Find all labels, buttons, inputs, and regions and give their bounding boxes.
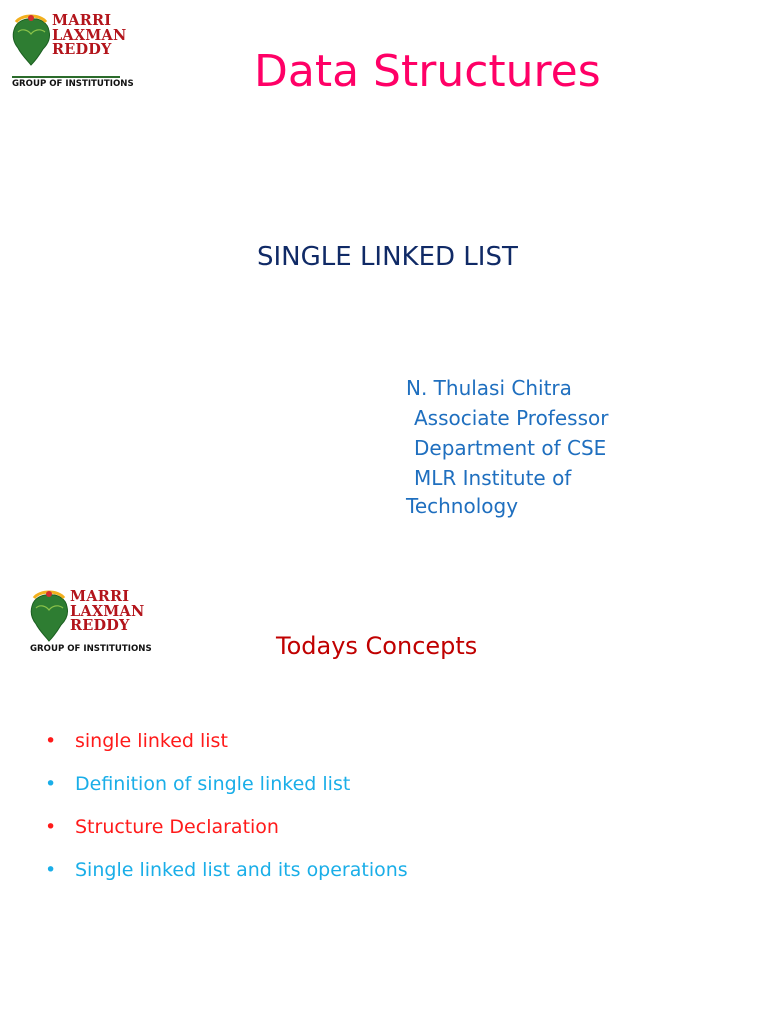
bullet-icon: • [45, 816, 57, 838]
author-designation: Associate Professor [414, 406, 609, 430]
logo-line-3: REDDY [70, 617, 130, 634]
list-item [45, 769, 408, 812]
logo-divider [12, 76, 120, 78]
map-emblem-icon [28, 588, 70, 644]
logo-line-3: REDDY [52, 41, 112, 58]
logo-group-label: GROUP OF INSTITUTIONS [12, 79, 134, 89]
author-institute-line-2: Technology [406, 494, 519, 518]
concepts-heading: Todays Concepts [276, 632, 478, 660]
list-item-text: Single linked list and its operations [75, 859, 408, 881]
logo-line-2: LAXMAN [70, 602, 145, 620]
author-block [406, 373, 656, 519]
list-item-text: Structure Declaration [75, 816, 279, 838]
logo-group-label: GROUP OF INSTITUTIONS [30, 644, 152, 654]
map-emblem-icon [10, 12, 52, 68]
author-name: N. Thulasi Chitra [406, 376, 572, 400]
list-item-text: Definition of single linked list [75, 773, 351, 795]
bullet-icon: • [45, 859, 57, 881]
author-institute-line-1: MLR Institute of [414, 466, 572, 490]
logo-wordmark [70, 590, 144, 634]
list-item [45, 812, 408, 855]
slide-title: Data Structures [254, 46, 601, 97]
bullet-icon: • [45, 773, 57, 795]
logo-line-1: MARRI [70, 588, 130, 605]
bullet-icon: • [45, 730, 57, 752]
list-item [45, 726, 408, 769]
slide-subtitle: SINGLE LINKED LIST [257, 242, 518, 272]
logo-line-2: LAXMAN [52, 26, 127, 44]
logo-line-1: MARRI [52, 12, 112, 29]
author-department: Department of CSE [414, 436, 607, 460]
concepts-list [45, 726, 408, 898]
logo-wordmark [52, 14, 126, 58]
list-item [45, 855, 408, 898]
institution-logo [10, 12, 134, 89]
institution-logo-2 [28, 588, 152, 658]
list-item-text: single linked list [75, 730, 228, 752]
